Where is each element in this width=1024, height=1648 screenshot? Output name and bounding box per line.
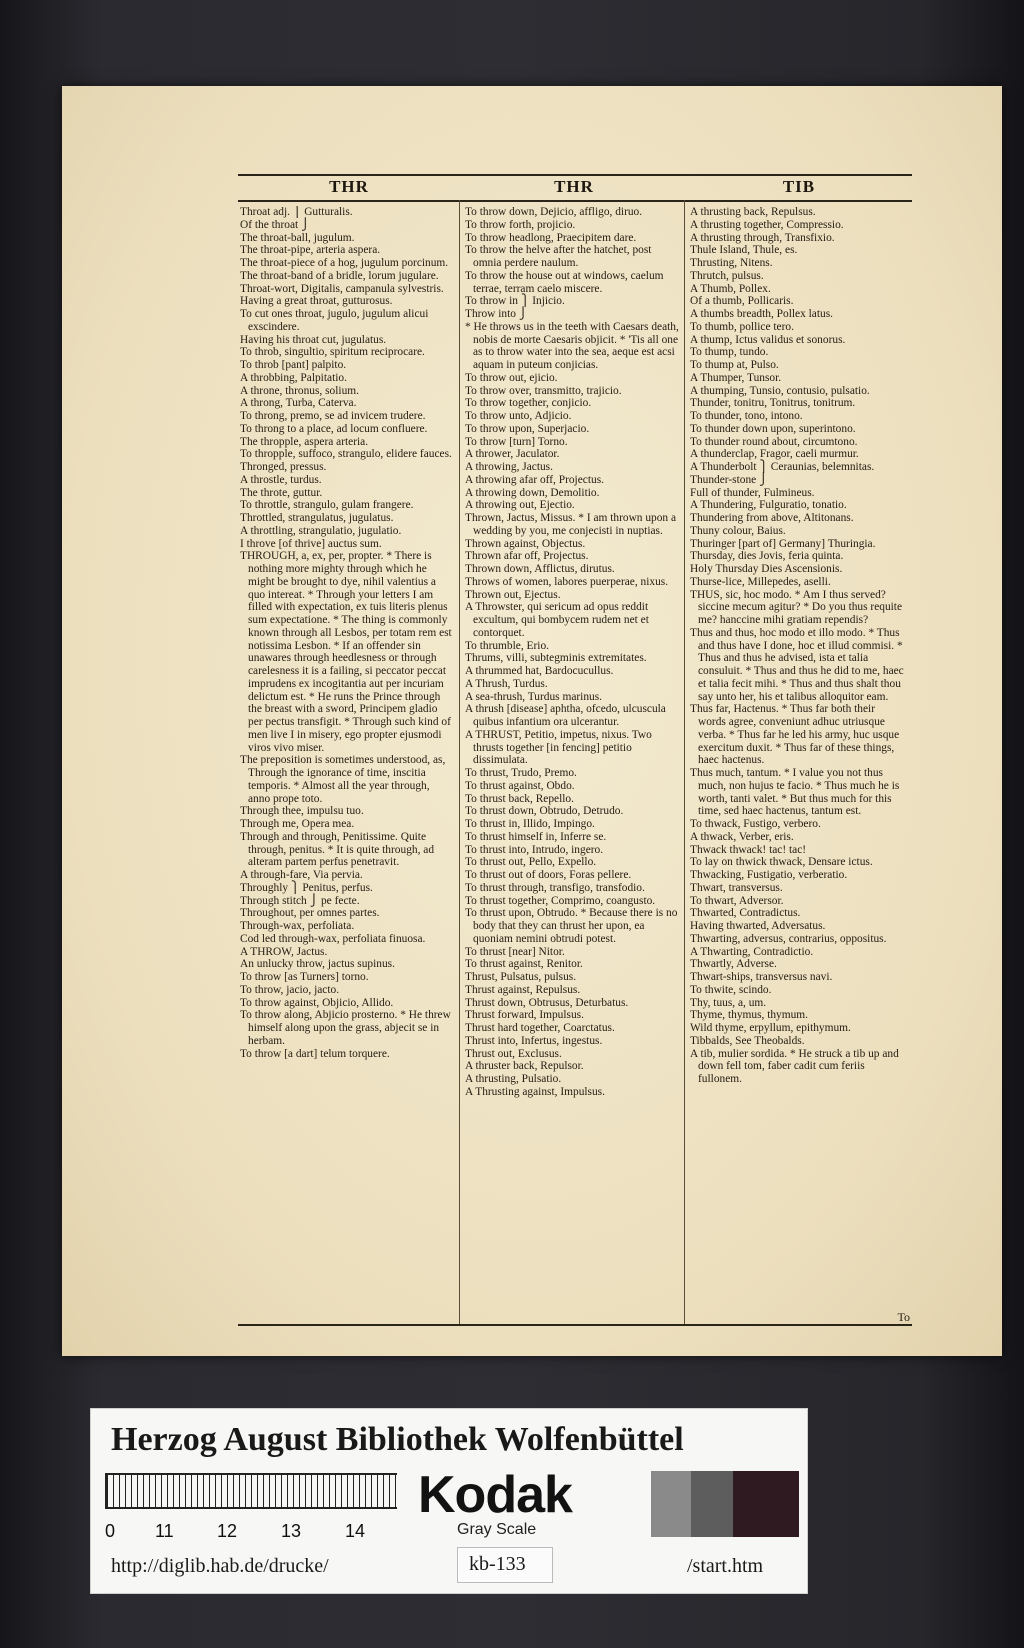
dictionary-entry: A throwing, Jactus. <box>465 461 553 473</box>
dictionary-entry: A thrusting back, Repulsus. <box>690 206 816 218</box>
dictionary-entry: Having thwarted, Adversatus. <box>690 920 826 932</box>
dictionary-entry: Thrust out, Exclusus. <box>465 1047 562 1060</box>
dictionary-entry: A Thumb, Pollex. <box>690 282 771 295</box>
dictionary-entry: A sea-thrush, Turdus marinus. <box>465 690 603 703</box>
dictionary-entry: A thumbs breadth, Pollex latus. <box>690 308 834 320</box>
dictionary-entry: To throw [as Turners] torno. <box>240 971 369 983</box>
dictionary-entry: A Thundering, Fulguratio, tonatio. <box>690 499 847 512</box>
dictionary-entry: Thyme, thymus, thymum. <box>690 1009 809 1022</box>
dictionary-entry: A thrusting, Pulsatio. <box>465 1073 562 1085</box>
dictionary-entry: A thwack, Verber, eris. <box>690 830 794 843</box>
dictionary-entry: To throw [a dart] telum torquere. <box>240 1047 390 1060</box>
gray-scale-label: Gray Scale <box>457 1521 537 1538</box>
dictionary-entry: To thrust himself in, Inferre se. <box>465 830 607 843</box>
dictionary-entry: Having a great throat, gutturosus. <box>240 295 393 308</box>
dictionary-entry: A thrush [disease] aphtha, ofcedo, ulcuscula quibus infantium ora ulcerantur. <box>465 703 666 728</box>
dictionary-entry: Throttled, strangulatus, jugulatus. <box>240 512 394 524</box>
dictionary-entry: Thursday, dies Jovis, feria quinta. <box>690 550 844 563</box>
dictionary-entry: To throng to a place, ad locum confluere. <box>240 422 428 435</box>
dictionary-entry: To throttle, strangulo, gulam frangere. <box>240 499 414 512</box>
ruler-number: 13 <box>281 1521 302 1541</box>
dictionary-entry: To thunder round about, circumtono. <box>690 435 858 448</box>
dictionary-entry: A throne, thronus, solium. <box>240 384 359 397</box>
dictionary-entry: A thumping, Tunsio, contusio, pulsatio. <box>690 384 870 397</box>
dictionary-entry: To throw, jacio, jacto. <box>240 983 340 996</box>
column-1 <box>240 206 454 1318</box>
ruler-number: 0 <box>105 1521 116 1541</box>
dictionary-entry: The throat-piece of a hog, jugulum porcinum. <box>240 257 449 269</box>
gray-swatch-mid <box>691 1471 733 1537</box>
dictionary-entry: Thuringer [part of] Germany] Thuringia. <box>690 537 876 550</box>
dictionary-entry: A THRUST, Petitio, impetus, nixus. Two thrusts together [in fencing] petitio dissimulata. <box>465 728 652 767</box>
url-left: http://diglib.hab.de/drucke/ <box>111 1555 329 1577</box>
dictionary-entry: A throng, Turba, Caterva. <box>240 397 357 410</box>
dictionary-entry: Throat adj. ⎫ Gutturalis. <box>240 206 353 218</box>
dictionary-entry: To thrust, Trudo, Premo. <box>465 767 577 779</box>
dictionary-entry: Thwarted, Contradictus. <box>690 907 801 920</box>
dictionary-entry: Thrown afar off, Projectus. <box>465 550 589 563</box>
kodak-logo: Kodak <box>418 1466 572 1524</box>
dictionary-entry: THUS, sic, hoc modo. * Am I thus served? siccine mecum agitur? * Do you thus requite me? hanccine mihi gratiam rependis? <box>690 588 903 626</box>
dictionary-entry: To throb [pant] palpito. <box>240 359 347 371</box>
dictionary-entry: To thrust into, Intrudo, ingero. <box>465 843 604 856</box>
dictionary-entry: Thunder-stone ⎭ <box>690 473 768 486</box>
dictionary-entry: To thumb, pollice tero. <box>690 320 794 333</box>
dictionary-entry: The thropple, aspera arteria. <box>240 435 369 448</box>
card-title: Herzog August Bibliothek Wolfenbüttel <box>111 1421 684 1458</box>
dictionary-entry: To thrust together, Comprimo, coangusto. <box>465 894 656 907</box>
dictionary-entry: A thruster back, Repulsor. <box>465 1060 584 1073</box>
dictionary-entry: Thwart-ships, transversus navi. <box>690 971 833 983</box>
dictionary-entry: To thrust against, Renitor. <box>465 958 583 971</box>
dictionary-entry: I throve [of thrive] auctus sum. <box>240 537 382 550</box>
dictionary-entry: To thrust [near] Nitor. <box>465 945 565 958</box>
dictionary-entry: To thrust out, Pello, Expello. <box>465 856 597 869</box>
dictionary-entry: To lay on thwick thwack, Densare ictus. <box>690 856 873 869</box>
dictionary-entry: A throwing afar off, Projectus. <box>465 473 604 486</box>
measure-ruler <box>105 1473 397 1509</box>
dictionary-entry: Throat-wort, Digitalis, campanula sylvestris. <box>240 282 444 295</box>
dictionary-entry: Thrust forward, Impulsus. <box>465 1009 584 1022</box>
dictionary-entry: Having his throat cut, jugulatus. <box>240 333 387 346</box>
dictionary-entry: Through thee, impulsu tuo. <box>240 805 364 818</box>
dictionary-entry: To throw the house out at windows, caelum terrae, terram caelo miscere. <box>465 269 664 295</box>
dictionary-entry: To throw out, ejicio. <box>465 371 558 384</box>
dictionary-entry: To throw forth, projicio. <box>465 218 576 231</box>
dictionary-entry: Thrust into, Infertus, ingestus. <box>465 1034 603 1047</box>
dictionary-entry: A through-fare, Via pervia. <box>240 869 363 881</box>
dictionary-entry: To thunder, tono, intono. <box>690 410 803 422</box>
gray-swatch-light <box>651 1471 691 1537</box>
dictionary-entry: A thrower, Jaculator. <box>465 448 560 461</box>
dictionary-entry: Thrums, villi, subtegminis extremitates. <box>465 652 647 665</box>
dictionary-entry: Thus far, Hactenus. * Thus far both their words agree, conveniunt adhuc utriusque verba. * Thus far he led his army, huc usque exercitum duxit. * Thus far of these things, haec hactenus. <box>690 703 900 767</box>
catalog-code: kb-133 <box>469 1553 526 1575</box>
dictionary-entry: Thrown, Jactus, Missus. * I am thrown upon a wedding by you, me conjecisti in nuptias. <box>465 512 677 537</box>
dictionary-entry: Holy Thursday Dies Ascensionis. <box>690 563 843 575</box>
dictionary-entry: To throw over, transmitto, trajicio. <box>465 384 622 397</box>
column-divider <box>684 200 685 1324</box>
gray-swatch-dark <box>733 1471 799 1537</box>
catchword: To <box>897 1310 910 1324</box>
dictionary-entry: To thrust through, transfigo, transfodio. <box>465 881 645 894</box>
dictionary-entry: A Thumper, Tunsor. <box>690 371 782 384</box>
dictionary-entry: A Throwster, qui sericum ad opus reddit excultum, qui bombycem rudem net et contorquet. <box>465 601 649 639</box>
dictionary-entry: A THROW, Jactus. <box>240 945 328 958</box>
dictionary-entry: Thrusting, Nitens. <box>690 257 773 269</box>
dictionary-entry: To cut ones throat, jugulo, jugulum alicui exscindere. <box>240 308 429 333</box>
dictionary-entry: The preposition is sometimes understood, as, Through the ignorance of time, inscitia temporis. * Almost all the year through, anno prope toto. <box>240 754 446 805</box>
dictionary-entry: To throw headlong, Praecipitem dare. <box>465 231 637 244</box>
dictionary-entry: A Thrusting against, Impulsus. <box>465 1085 605 1098</box>
dictionary-entry: To throw together, conjicio. <box>465 397 592 410</box>
dictionary-entry: A Thrush, Turdus. <box>465 677 548 690</box>
dictionary-entry: A thrummed hat, Bardocucullus. <box>465 665 614 677</box>
dictionary-entry: To throw [turn] Torno. <box>465 435 568 448</box>
dictionary-entry: Throw into ⎭ <box>465 308 528 320</box>
ruler-number: 12 <box>217 1521 238 1541</box>
top-rule <box>238 174 912 176</box>
dictionary-entry: Thrust against, Repulsus. <box>465 983 581 996</box>
dictionary-entry: Thunder, tonitru, Tonitrus, tonitrum. <box>690 397 856 410</box>
dictionary-entry: Of a thumb, Pollicaris. <box>690 295 794 308</box>
dictionary-entry: Thronged, pressus. <box>240 461 327 473</box>
dictionary-entry: A throstle, turdus. <box>240 473 322 486</box>
dictionary-entry: Thus and thus, hoc modo et illo modo. * Thus and thus have I done, hoc et illud commisi. * Thus and thus he advised, ista et talia consuluit. * Thus and thus he did to me, haec et talia fecit mihi. * Thus and thus shalt thou say unto her, his et talibus alloquitor eam. <box>690 626 904 703</box>
dictionary-entry: A Thwarting, Contradictio. <box>690 945 814 958</box>
dictionary-entry: Thrown out, Ejectus. <box>465 588 561 601</box>
dictionary-entry: To thwart, Adversor. <box>690 894 784 907</box>
dictionary-entry: To thump, tundo. <box>690 346 769 359</box>
dictionary-entry: To thrust upon, Obtrudo. * Because there is no body that they can thrust her upon, ea quoniam nemini obtrudi potest. <box>465 907 678 945</box>
dictionary-entry: Thwartly, Adverse. <box>690 958 777 971</box>
dictionary-entry: A Thunderbolt ⎫ Ceraunias, belemnitas. <box>690 461 875 473</box>
head-rule <box>238 200 912 202</box>
dictionary-entry: To thropple, suffoco, strangulo, elidere fauces. <box>240 448 452 461</box>
dictionary-entry: To thrust against, Obdo. <box>465 779 575 792</box>
dictionary-entry: To thrust down, Obtrudo, Detrudo. <box>465 805 624 818</box>
dictionary-entry: Throws of women, labores puerperae, nixus. <box>465 575 669 588</box>
dictionary-entry: Thrust hard together, Coarctatus. <box>465 1022 615 1034</box>
running-head-center: THR <box>554 177 594 196</box>
dictionary-entry: Thundering from above, Altitonans. <box>690 512 854 524</box>
dictionary-entry: An unlucky throw, jactus supinus. <box>240 958 395 971</box>
dictionary-entry: A throwing out, Ejectio. <box>465 499 575 512</box>
dictionary-entry: The throat-pipe, arteria aspera. <box>240 244 381 257</box>
dictionary-entry: A thrusting together, Compressio. <box>690 218 844 231</box>
dictionary-entry: The throat-ball, jugulum. <box>240 231 355 244</box>
ruler-number: 14 <box>345 1521 366 1541</box>
dictionary-entry: To throw along, Abjicio prosterno. * He threw himself along upon the grass, abjecit se in herbam. <box>240 1009 451 1047</box>
dictionary-entry: Thrust, Pulsatus, pulsus. <box>465 971 577 983</box>
dictionary-entry: THROUGH, a, ex, per, propter. * There is nothing more mighty through which he might be brought to dye, nihil valentius a quo intereat. * Through your letters I am filled with expectation, ex tuis literis plenus sum expectatione. * The thing is commonly known through all Lesbos, per totam rem est notissima Lesbon. * If an offender sin unawares through heedlesness or through carelesness it is a failing, si peccator peccat imprudens ex incogitantia aut per incuriam delictum est. * He runs the Prince through the breast with a sword, Principem gladio per pectus transfigit. * Through such kind of men live I in misery, ego propter ejusmodi viros vivo miser. <box>240 550 452 754</box>
dictionary-entry: To thrust out of doors, Foras pellere. <box>465 869 632 881</box>
dictionary-text-block <box>238 174 912 1339</box>
dictionary-entry: To thunder down upon, superintono. <box>690 422 856 435</box>
ruler-number: 11 <box>155 1521 174 1541</box>
dictionary-entry: Tibbalds, See Theobalds. <box>690 1034 805 1047</box>
dictionary-entry: To thrust back, Repello. <box>465 792 574 805</box>
dictionary-entry: The throte, guttur. <box>240 486 323 499</box>
dictionary-entry: A thunderclap, Fragor, caeli murmur. <box>690 448 859 461</box>
dictionary-entry: Thus much, tantum. * I value you not thus much, non hujus te facio. * Thus much he is worth, tanti valet. * But thus much for this time, sed haec hactenus, tantum est. <box>690 767 900 818</box>
dictionary-entry: To throw in ⎫ Injicio. <box>465 295 565 308</box>
dictionary-entry: Through me, Opera mea. <box>240 818 355 830</box>
url-right: /start.htm <box>687 1555 764 1577</box>
column-3 <box>690 206 904 1318</box>
dictionary-entry: A tib, mulier sordida. * He struck a tib up and down fell tom, faber cadit cum feriis fullonem. <box>690 1047 899 1085</box>
dictionary-entry: Throughly ⎫ Penitus, perfus. <box>240 881 373 894</box>
dictionary-entry: To thrust in, Illido, Impingo. <box>465 818 595 830</box>
dictionary-entry: To thwite, scindo. <box>690 983 772 996</box>
dictionary-entry: To throw against, Objicio, Allido. <box>240 996 394 1009</box>
dictionary-entry: Thrown down, Afflictus, dirutus. <box>465 563 615 575</box>
dictionary-entry: To throng, premo, se ad invicem trudere. <box>240 410 426 422</box>
dictionary-entry: Thrust down, Obtrusus, Deturbatus. <box>465 996 629 1009</box>
running-head-right: TIB <box>782 177 816 196</box>
dictionary-entry: A thrusting through, Transfixio. <box>690 231 835 244</box>
dictionary-entry: Through stitch ⎭ pe fecte. <box>240 894 360 907</box>
dictionary-entry: Thule Island, Thule, es. <box>690 244 798 257</box>
dictionary-entry: To throw the helve after the hatchet, post omnia perdere naulum. <box>465 244 652 269</box>
dictionary-entry: Of the throat ⎭ <box>240 218 310 231</box>
dictionary-entry: Thwacking, Fustigatio, verberatio. <box>690 869 848 881</box>
column-divider <box>459 200 460 1324</box>
dictionary-entry: Thwarting, adversus, contrarius, oppositus. <box>690 932 887 945</box>
running-head-row <box>238 177 912 199</box>
dictionary-entry: Thurse-lice, Millepedes, aselli. <box>690 575 831 588</box>
dictionary-entry: Full of thunder, Fulmineus. <box>690 486 815 499</box>
dictionary-entry: A throwing down, Demolitio. <box>465 486 600 499</box>
dictionary-entry: To thrumble, Erio. <box>465 639 549 652</box>
dictionary-entry: Cod led through-wax, perfoliata finuosa. <box>240 932 426 945</box>
dictionary-entry: Thwack thwack! tac! tac! <box>690 843 807 856</box>
dictionary-entry: Thy, tuus, a, um. <box>690 996 767 1009</box>
bottom-rule <box>238 1324 912 1326</box>
dictionary-entry: To throw down, Dejicio, affligo, diruo. <box>465 206 643 218</box>
dictionary-entry: To throw upon, Superjacio. <box>465 422 590 435</box>
dictionary-entry: Thuny colour, Baius. <box>690 524 786 537</box>
dictionary-entry: To throb, singultio, spiritum reciprocare. <box>240 346 425 359</box>
dictionary-entry: Thrown against, Objectus. <box>465 537 586 550</box>
dictionary-entry: A thump, Ictus validus et sonorus. <box>690 333 846 346</box>
dictionary-entry: Throughout, per omnes partes. <box>240 907 380 920</box>
dictionary-entry: To throw unto, Adjicio. <box>465 410 572 422</box>
dictionary-entry: To thwack, Fustigo, verbero. <box>690 818 821 830</box>
library-color-card <box>90 1408 808 1594</box>
dictionary-entry: * He throws us in the teeth with Caesars death, nobis de morte Caesaris objicit. * 'Tis all one as to throw water into the sea, aeque est acsi aquam in puteum conjicias. <box>465 320 679 371</box>
dictionary-entry: Thrutch, pulsus. <box>690 269 764 282</box>
dictionary-entry: Through and through, Penitissime. Quite through, penitus. * It is quite through, ad alteram partem perfus penetravit. <box>240 830 435 869</box>
dictionary-entry: Thwart, transversus. <box>690 881 783 894</box>
dictionary-entry: A throbbing, Palpitatio. <box>240 371 347 384</box>
dictionary-entry: Wild thyme, erpyllum, epithymum. <box>690 1022 851 1034</box>
running-head-left: THR <box>329 177 369 196</box>
dictionary-entry: To thump at, Pulso. <box>690 359 779 371</box>
dictionary-entry: Through-wax, perfoliata. <box>240 920 355 932</box>
dictionary-entry: A throttling, strangulatio, jugulatio. <box>240 524 402 537</box>
column-2 <box>465 206 679 1318</box>
dictionary-entry: The throat-band of a bridle, lorum jugulare. <box>240 269 439 282</box>
